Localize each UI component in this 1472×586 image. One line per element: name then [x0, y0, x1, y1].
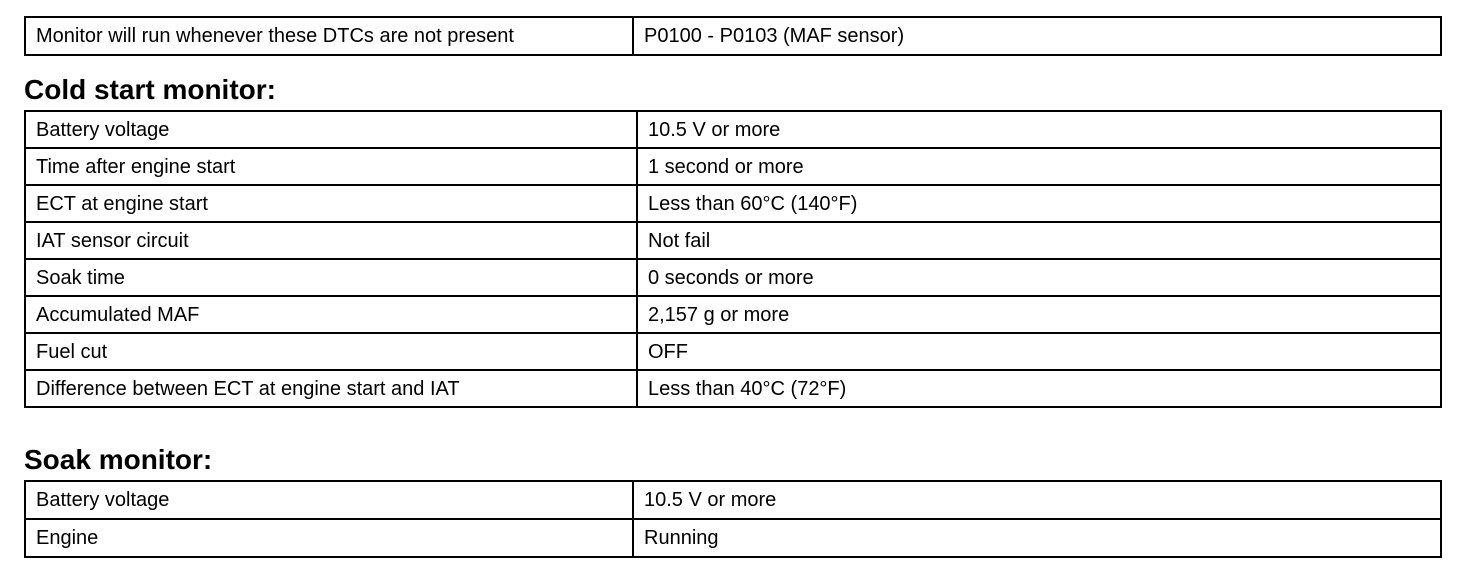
cold-start-table: [24, 110, 1442, 408]
condition-value: Running: [633, 519, 1441, 557]
condition-label: IAT sensor circuit: [25, 222, 637, 259]
soak-heading: Soak monitor:: [24, 444, 213, 475]
table-row: [25, 185, 1441, 222]
condition-label: Monitor will run whenever these DTCs are not present: [25, 17, 633, 55]
condition-label: Battery voltage: [25, 481, 633, 519]
table-row: [25, 17, 1441, 55]
cold-start-heading: Cold start monitor:: [24, 74, 276, 105]
condition-value: Less than 60°C (140°F): [637, 185, 1441, 222]
condition-value: 1 second or more: [637, 148, 1441, 185]
table-row: [25, 111, 1441, 148]
table-row: [25, 481, 1441, 519]
condition-label: Soak time: [25, 259, 637, 296]
condition-label: Time after engine start: [25, 148, 637, 185]
condition-label: Accumulated MAF: [25, 296, 637, 333]
soak-table: [24, 480, 1442, 558]
condition-label: Battery voltage: [25, 111, 637, 148]
condition-value: Not fail: [637, 222, 1441, 259]
table-row: [25, 296, 1441, 333]
condition-label: Difference between ECT at engine start and IAT: [25, 370, 637, 407]
condition-value: P0100 - P0103 (MAF sensor): [633, 17, 1441, 55]
condition-value: Less than 40°C (72°F): [637, 370, 1441, 407]
condition-label: ECT at engine start: [25, 185, 637, 222]
table-row: [25, 519, 1441, 557]
table-row: [25, 148, 1441, 185]
condition-label: Engine: [25, 519, 633, 557]
table-row: [25, 333, 1441, 370]
table-row: [25, 370, 1441, 407]
table-row: [25, 259, 1441, 296]
condition-label: Fuel cut: [25, 333, 637, 370]
condition-value: 0 seconds or more: [637, 259, 1441, 296]
condition-value: 2,157 g or more: [637, 296, 1441, 333]
condition-value: 10.5 V or more: [633, 481, 1441, 519]
condition-value: 10.5 V or more: [637, 111, 1441, 148]
table-row: [25, 222, 1441, 259]
condition-value: OFF: [637, 333, 1441, 370]
dtc-condition-table: [24, 16, 1442, 56]
